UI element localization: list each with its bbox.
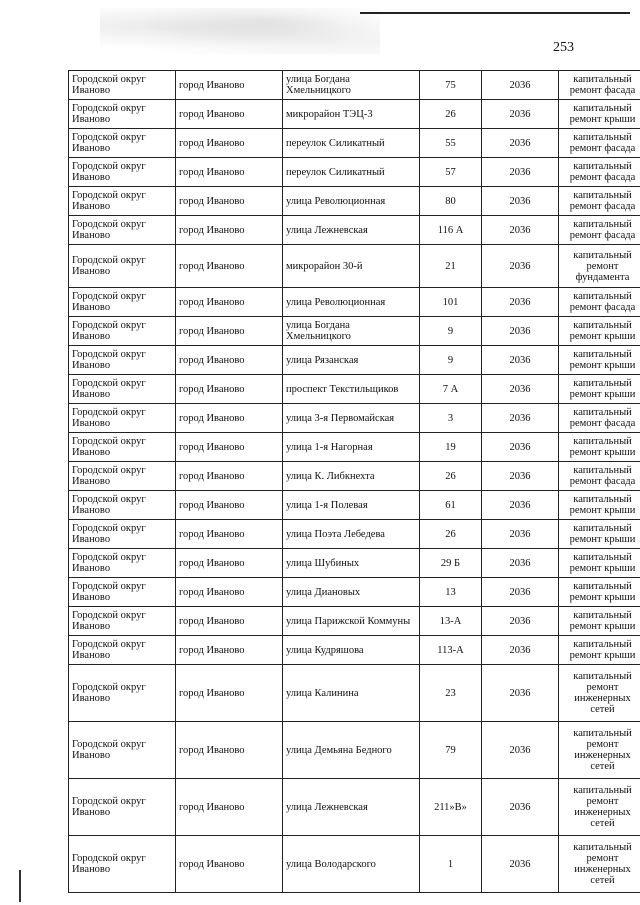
cell-year: 2036 bbox=[482, 346, 559, 375]
cell-city: город Иваново bbox=[176, 578, 283, 607]
cell-house-number: 26 bbox=[420, 100, 482, 129]
cell-street: проспект Текстильщиков bbox=[283, 375, 420, 404]
cell-street: микрорайон ТЭЦ-3 bbox=[283, 100, 420, 129]
table-row bbox=[69, 288, 640, 317]
cell-work-type: капитальный ремонт крыши bbox=[559, 549, 640, 578]
cell-work-type: капитальный ремонт крыши bbox=[559, 578, 640, 607]
cell-city: город Иваново bbox=[176, 520, 283, 549]
table-row bbox=[69, 722, 640, 779]
cell-city: город Иваново bbox=[176, 100, 283, 129]
cell-street: улица 1-я Нагорная bbox=[283, 433, 420, 462]
cell-work-type: капитальный ремонт крыши bbox=[559, 636, 640, 665]
cell-city: город Иваново bbox=[176, 129, 283, 158]
cell-work-type: капитальный ремонт крыши bbox=[559, 100, 640, 129]
table-row bbox=[69, 433, 640, 462]
cell-city: город Иваново bbox=[176, 187, 283, 216]
cell-city: город Иваново bbox=[176, 549, 283, 578]
cell-street: улица Лежневская bbox=[283, 779, 420, 836]
cell-year: 2036 bbox=[482, 665, 559, 722]
cell-city: город Иваново bbox=[176, 491, 283, 520]
cell-year: 2036 bbox=[482, 158, 559, 187]
cell-house-number: 29 Б bbox=[420, 549, 482, 578]
cell-year: 2036 bbox=[482, 549, 559, 578]
cell-year: 2036 bbox=[482, 187, 559, 216]
header-rule bbox=[360, 12, 630, 14]
table-row bbox=[69, 375, 640, 404]
cell-okrug: Городской округ Иваново bbox=[69, 636, 176, 665]
cell-house-number: 75 bbox=[420, 71, 482, 100]
cell-house-number: 61 bbox=[420, 491, 482, 520]
cell-okrug: Городской округ Иваново bbox=[69, 158, 176, 187]
table-row bbox=[69, 216, 640, 245]
table-row bbox=[69, 578, 640, 607]
cell-house-number: 57 bbox=[420, 158, 482, 187]
table-row bbox=[69, 100, 640, 129]
cell-street: улица Поэта Лебедева bbox=[283, 520, 420, 549]
cell-house-number: 13-А bbox=[420, 607, 482, 636]
page-number: 253 bbox=[553, 40, 574, 55]
cell-work-type: капитальный ремонт крыши bbox=[559, 317, 640, 346]
cell-work-type: капитальный ремонт фасада bbox=[559, 404, 640, 433]
cell-street: микрорайон 30-й bbox=[283, 245, 420, 288]
cell-house-number: 79 bbox=[420, 722, 482, 779]
cell-year: 2036 bbox=[482, 491, 559, 520]
cell-work-type: капитальный ремонт фасада bbox=[559, 462, 640, 491]
cell-city: город Иваново bbox=[176, 836, 283, 893]
cell-house-number: 211»В» bbox=[420, 779, 482, 836]
cell-okrug: Городской округ Иваново bbox=[69, 375, 176, 404]
table-row bbox=[69, 636, 640, 665]
cell-year: 2036 bbox=[482, 578, 559, 607]
cell-work-type: капитальный ремонт инженерных сетей bbox=[559, 779, 640, 836]
cell-work-type: капитальный ремонт инженерных сетей bbox=[559, 665, 640, 722]
cell-year: 2036 bbox=[482, 520, 559, 549]
cell-okrug: Городской округ Иваново bbox=[69, 520, 176, 549]
cell-city: город Иваново bbox=[176, 375, 283, 404]
table-row bbox=[69, 491, 640, 520]
cell-city: город Иваново bbox=[176, 158, 283, 187]
cell-house-number: 7 А bbox=[420, 375, 482, 404]
cell-work-type: капитальный ремонт фасада bbox=[559, 71, 640, 100]
cell-okrug: Городской округ Иваново bbox=[69, 346, 176, 375]
cell-year: 2036 bbox=[482, 129, 559, 158]
cell-year: 2036 bbox=[482, 375, 559, 404]
cell-okrug: Городской округ Иваново bbox=[69, 245, 176, 288]
cell-street: улица Революционная bbox=[283, 187, 420, 216]
cell-street: улица Богдана Хмельницкого bbox=[283, 71, 420, 100]
cell-city: город Иваново bbox=[176, 317, 283, 346]
cell-okrug: Городской округ Иваново bbox=[69, 100, 176, 129]
cell-city: город Иваново bbox=[176, 607, 283, 636]
cell-street: улица Рязанская bbox=[283, 346, 420, 375]
cell-street: улица Богдана Хмельницкого bbox=[283, 317, 420, 346]
cell-year: 2036 bbox=[482, 607, 559, 636]
cell-street: улица Шубиных bbox=[283, 549, 420, 578]
cell-okrug: Городской округ Иваново bbox=[69, 404, 176, 433]
table-row bbox=[69, 317, 640, 346]
cell-street: улица К. Либкнехта bbox=[283, 462, 420, 491]
table-body bbox=[69, 71, 640, 893]
cell-work-type: капитальный ремонт фасада bbox=[559, 158, 640, 187]
cell-work-type: капитальный ремонт крыши bbox=[559, 375, 640, 404]
cell-city: город Иваново bbox=[176, 288, 283, 317]
cell-okrug: Городской округ Иваново bbox=[69, 462, 176, 491]
cell-house-number: 3 bbox=[420, 404, 482, 433]
cell-house-number: 113-А bbox=[420, 636, 482, 665]
cell-okrug: Городской округ Иваново bbox=[69, 129, 176, 158]
cell-house-number: 55 bbox=[420, 129, 482, 158]
cell-house-number: 9 bbox=[420, 346, 482, 375]
cell-year: 2036 bbox=[482, 433, 559, 462]
cell-okrug: Городской округ Иваново bbox=[69, 317, 176, 346]
cell-year: 2036 bbox=[482, 245, 559, 288]
cell-house-number: 80 bbox=[420, 187, 482, 216]
cell-city: город Иваново bbox=[176, 779, 283, 836]
cell-city: город Иваново bbox=[176, 665, 283, 722]
cell-city: город Иваново bbox=[176, 636, 283, 665]
table-row bbox=[69, 71, 640, 100]
table-row bbox=[69, 129, 640, 158]
cell-year: 2036 bbox=[482, 462, 559, 491]
cell-year: 2036 bbox=[482, 722, 559, 779]
cell-street: улица Кудряшова bbox=[283, 636, 420, 665]
cell-work-type: капитальный ремонт инженерных сетей bbox=[559, 836, 640, 893]
cell-street: улица 1-я Полевая bbox=[283, 491, 420, 520]
cell-okrug: Городской округ Иваново bbox=[69, 836, 176, 893]
table-row bbox=[69, 779, 640, 836]
cell-city: город Иваново bbox=[176, 433, 283, 462]
table-row bbox=[69, 665, 640, 722]
cell-house-number: 26 bbox=[420, 520, 482, 549]
cell-street: улица Революционная bbox=[283, 288, 420, 317]
scan-artifact bbox=[100, 8, 380, 54]
cell-work-type: капитальный ремонт фасада bbox=[559, 129, 640, 158]
cell-street: улица 3-я Первомайская bbox=[283, 404, 420, 433]
cell-city: город Иваново bbox=[176, 245, 283, 288]
cell-city: город Иваново bbox=[176, 722, 283, 779]
cell-street: улица Парижской Коммуны bbox=[283, 607, 420, 636]
cell-okrug: Городской округ Иваново bbox=[69, 665, 176, 722]
cell-okrug: Городской округ Иваново bbox=[69, 216, 176, 245]
table-row bbox=[69, 245, 640, 288]
table-row bbox=[69, 836, 640, 893]
table-row bbox=[69, 187, 640, 216]
cell-work-type: капитальный ремонт фундамента bbox=[559, 245, 640, 288]
cell-year: 2036 bbox=[482, 216, 559, 245]
cell-work-type: капитальный ремонт фасада bbox=[559, 187, 640, 216]
cell-city: город Иваново bbox=[176, 71, 283, 100]
cell-work-type: капитальный ремонт крыши bbox=[559, 433, 640, 462]
cell-work-type: капитальный ремонт крыши bbox=[559, 491, 640, 520]
cell-house-number: 23 bbox=[420, 665, 482, 722]
cell-house-number: 9 bbox=[420, 317, 482, 346]
cell-house-number: 13 bbox=[420, 578, 482, 607]
cell-year: 2036 bbox=[482, 404, 559, 433]
cell-street: улица Диановых bbox=[283, 578, 420, 607]
housing-repair-table bbox=[68, 70, 640, 893]
table-row bbox=[69, 462, 640, 491]
cell-city: город Иваново bbox=[176, 346, 283, 375]
margin-mark bbox=[19, 870, 21, 902]
cell-city: город Иваново bbox=[176, 462, 283, 491]
cell-year: 2036 bbox=[482, 317, 559, 346]
cell-house-number: 19 bbox=[420, 433, 482, 462]
cell-okrug: Городской округ Иваново bbox=[69, 187, 176, 216]
cell-street: улица Демьяна Бедного bbox=[283, 722, 420, 779]
cell-year: 2036 bbox=[482, 71, 559, 100]
cell-okrug: Городской округ Иваново bbox=[69, 71, 176, 100]
cell-year: 2036 bbox=[482, 836, 559, 893]
table-row bbox=[69, 549, 640, 578]
table-row bbox=[69, 404, 640, 433]
table-row bbox=[69, 607, 640, 636]
cell-year: 2036 bbox=[482, 100, 559, 129]
cell-okrug: Городской округ Иваново bbox=[69, 549, 176, 578]
cell-house-number: 26 bbox=[420, 462, 482, 491]
cell-work-type: капитальный ремонт крыши bbox=[559, 607, 640, 636]
table-row bbox=[69, 520, 640, 549]
cell-house-number: 101 bbox=[420, 288, 482, 317]
cell-okrug: Городской округ Иваново bbox=[69, 433, 176, 462]
cell-okrug: Городской округ Иваново bbox=[69, 779, 176, 836]
cell-year: 2036 bbox=[482, 779, 559, 836]
cell-street: переулок Силикатный bbox=[283, 129, 420, 158]
cell-work-type: капитальный ремонт крыши bbox=[559, 520, 640, 549]
cell-house-number: 116 А bbox=[420, 216, 482, 245]
cell-street: улица Калинина bbox=[283, 665, 420, 722]
cell-city: город Иваново bbox=[176, 216, 283, 245]
cell-house-number: 1 bbox=[420, 836, 482, 893]
cell-okrug: Городской округ Иваново bbox=[69, 288, 176, 317]
cell-work-type: капитальный ремонт фасада bbox=[559, 288, 640, 317]
cell-okrug: Городской округ Иваново bbox=[69, 578, 176, 607]
cell-okrug: Городской округ Иваново bbox=[69, 491, 176, 520]
cell-house-number: 21 bbox=[420, 245, 482, 288]
cell-street: переулок Силикатный bbox=[283, 158, 420, 187]
cell-okrug: Городской округ Иваново bbox=[69, 722, 176, 779]
cell-year: 2036 bbox=[482, 636, 559, 665]
cell-work-type: капитальный ремонт инженерных сетей bbox=[559, 722, 640, 779]
cell-work-type: капитальный ремонт фасада bbox=[559, 216, 640, 245]
cell-street: улица Лежневская bbox=[283, 216, 420, 245]
cell-okrug: Городской округ Иваново bbox=[69, 607, 176, 636]
cell-work-type: капитальный ремонт крыши bbox=[559, 346, 640, 375]
table-row bbox=[69, 158, 640, 187]
cell-street: улица Володарского bbox=[283, 836, 420, 893]
cell-year: 2036 bbox=[482, 288, 559, 317]
table-row bbox=[69, 346, 640, 375]
cell-city: город Иваново bbox=[176, 404, 283, 433]
